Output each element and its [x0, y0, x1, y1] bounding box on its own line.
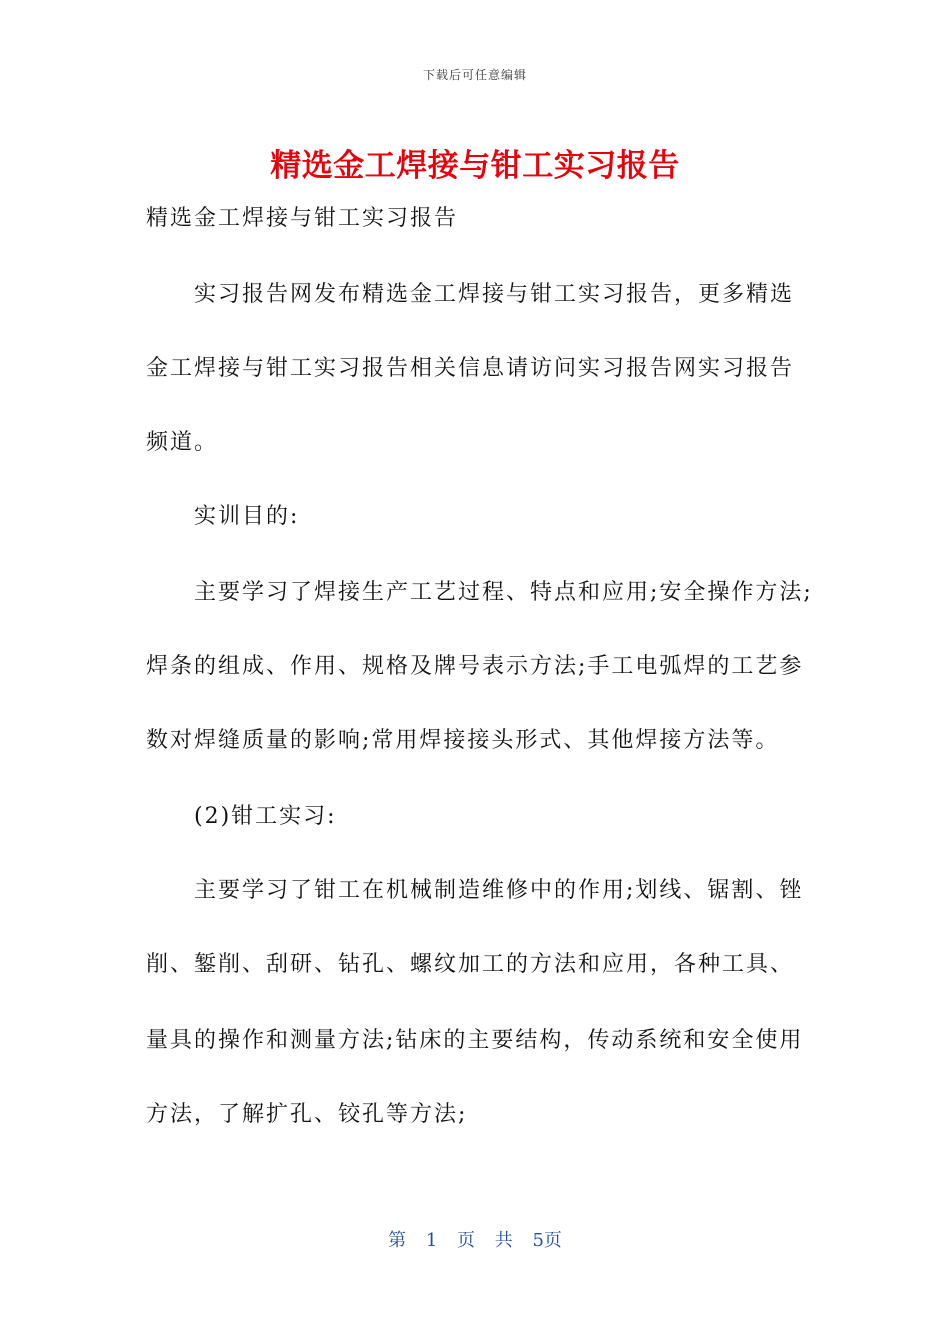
paragraph-line: 金工焊接与钳工实习报告相关信息请访问实习报告网实习报告 [146, 356, 795, 381]
paragraph-line: 焊条的组成、作用、规格及牌号表示方法;手工电弧焊的工艺参 [146, 654, 804, 679]
paragraph-line: 主要学习了焊接生产工艺过程、特点和应用;安全操作方法; [194, 580, 813, 605]
footer-current-page: 1 [425, 1230, 438, 1251]
document-subtitle: 精选金工焊接与钳工实习报告 [146, 206, 459, 231]
header-note: 下载后可任意编辑 [422, 68, 527, 82]
paragraph-line: 量具的操作和测量方法;钻床的主要结构，传动系统和安全使用 [146, 1028, 804, 1053]
paragraph-line: 方法，了解扩孔、铰孔等方法; [146, 1102, 468, 1127]
paragraph-line: 削、錾削、刮研、钻孔、螺纹加工的方法和应用，各种工具、 [146, 952, 795, 977]
paragraph-line: 实习报告网发布精选金工焊接与钳工实习报告，更多精选 [194, 282, 795, 307]
paragraph-line: 主要学习了钳工在机械制造维修中的作用;划线、锯割、锉 [194, 878, 804, 903]
footer-total-pages: 5页 [532, 1230, 562, 1251]
section-heading: 实训目的: [194, 504, 300, 529]
section-heading: (2)钳工实习: [194, 804, 337, 829]
paragraph-line: 频道。 [146, 430, 219, 455]
footer-page-label: 第 [388, 1230, 407, 1251]
document-title: 精选金工焊接与钳工实习报告 [270, 148, 680, 184]
footer-of-label: 页 [457, 1230, 475, 1251]
footer-total-label: 共 [494, 1230, 513, 1251]
paragraph-line: 数对焊缝质量的影响;常用焊接接头形式、其他焊接方法等。 [146, 728, 780, 753]
page-footer [0, 1226, 950, 1252]
